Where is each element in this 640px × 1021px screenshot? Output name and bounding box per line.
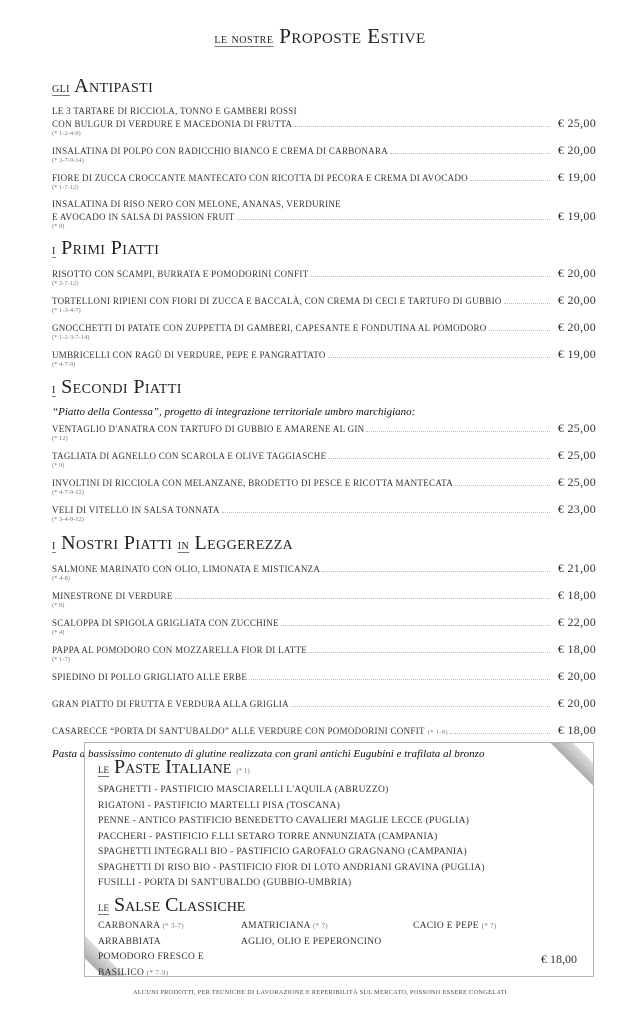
allergens: (* 1) — [236, 767, 250, 775]
section-heading — [98, 755, 485, 783]
salse-classiche-section — [98, 893, 578, 977]
menu-item — [52, 616, 596, 637]
allergens: (* 1-2-4-9) — [52, 130, 81, 137]
dotted-leader — [311, 276, 551, 277]
item-price: € 21,00 — [557, 561, 596, 575]
sauce-item — [241, 935, 413, 951]
item-price: € 20,00 — [557, 669, 596, 683]
item-name: TAGLIATA DI AGNELLO CON SCAROLA E OLIVE TAGGIASCHE — [52, 451, 327, 461]
menu-item — [52, 449, 596, 470]
dotted-leader — [309, 652, 550, 653]
sauce-item — [98, 950, 241, 977]
item-price: € 20,00 — [557, 320, 596, 334]
item-row — [52, 348, 596, 361]
item-price: € 19,00 — [557, 209, 596, 223]
item-name-line: LE 3 TARTARE DI RICCIOLA, TONNO E GAMBERI ROSSI — [52, 106, 297, 116]
item-name: PAPPA AL POMODORO CON MOZZARELLA FIOR DI LATTE — [52, 645, 308, 655]
allergens: (* 1-2-3-7-14) — [52, 334, 90, 341]
item-price: € 22,00 — [557, 615, 596, 629]
section-heading — [52, 375, 596, 402]
allergens: (* 7) — [312, 922, 328, 930]
item-name: VENTAGLIO D'ANATRA CON TARTUFO DI GUBBIO E AMARENE AL GIN — [52, 424, 365, 434]
sauce-item — [98, 919, 241, 935]
item-price: € 23,00 — [557, 502, 596, 516]
item-price: € 25,00 — [557, 421, 596, 435]
heading-title: Leggerezza — [194, 532, 294, 554]
item-row — [52, 562, 596, 575]
heading-prefix: le — [98, 761, 109, 776]
menu-item — [52, 105, 596, 138]
allergens: (* 7) — [481, 922, 497, 930]
dotted-leader — [281, 625, 550, 626]
menu-item — [52, 422, 596, 443]
menu-section — [52, 375, 596, 530]
sauce-name: ARRABBIATA — [98, 936, 161, 947]
sauce-item — [98, 935, 241, 951]
allergens: (* 4) — [52, 629, 65, 636]
section-heading — [98, 893, 578, 919]
item-row — [52, 724, 596, 739]
item-name: CASARECCE “PORTA DI SANT'UBALDO” ALLE VERDURE CON POMODORINI CONFIT — [52, 726, 425, 736]
footer-note: ALCUNI PRODOTTI, PER TECNICHE DI LAVORAZIONE E REPERIBILITÀ SUL MERCATO, POSSONO ESSERE CONGELATI — [132, 989, 508, 996]
dotted-leader — [322, 571, 550, 572]
pasta-item: PACCHERI - PASTIFICIO F.LLI SETARO TORRE ANNUNZIATA (CAMPANIA) — [98, 831, 438, 842]
item-price: € 20,00 — [557, 696, 596, 710]
dotted-leader — [328, 357, 550, 358]
allergens: (* 3-7) — [162, 922, 184, 930]
menu-item — [52, 294, 596, 315]
dotted-leader — [328, 458, 550, 459]
allergens: (* 2-7-12) — [52, 280, 79, 287]
paste-italiane-section — [98, 755, 485, 892]
section-note: “Piatto della Contessa”, progetto di integrazione territoriale umbro marchigiano: — [52, 406, 416, 418]
heading-title: Antipasti — [74, 75, 154, 97]
dotted-leader — [237, 219, 550, 220]
item-row — [52, 670, 596, 683]
item-name: UMBRICELLI CON RAGÙ DI VERDURE, PEPE E PANGRATTATO — [52, 350, 326, 360]
allergens: (* 4-8) — [52, 575, 70, 582]
pasta-item: RIGATONI - PASTIFICIO MARTELLI PISA (TOSCANA) — [98, 800, 341, 811]
allergens: (* 12) — [52, 435, 68, 442]
dotted-leader — [455, 485, 550, 486]
heading-prefix: i — [52, 243, 56, 258]
dotted-leader — [470, 180, 550, 181]
heading-title: Primi Piatti — [61, 237, 160, 259]
menu-item — [52, 144, 596, 165]
ribbon-corner-decoration — [546, 742, 594, 787]
allergens: (* 1-9) — [427, 729, 448, 736]
sauce-name: CARBONARA — [98, 921, 160, 931]
item-name: INVOLTINI DI RICCIOLA CON MELANZANE, BRODETTO DI PESCE E RICOTTA MANTECATA — [52, 478, 453, 488]
item-name: TORTELLONI RIPIENI CON FIORI DI ZUCCA E BACCALÀ, CON CREMA DI CECI E TARTUFO DI GUBBIO — [52, 296, 502, 306]
item-price: € 18,00 — [557, 723, 596, 737]
item-name: FIORE DI ZUCCA CROCCANTE MANTECATO CON RICOTTA DI PECORA E CREMA DI AVOCADO — [52, 173, 468, 183]
item-row — [52, 643, 596, 656]
allergens: (* 1-3-4-7) — [52, 307, 81, 314]
item-price: € 25,00 — [557, 475, 596, 489]
heading-title: Nostri Piatti — [61, 532, 173, 554]
allergens: (* 4-7-9) — [52, 361, 76, 368]
allergens: (* 1-7) — [52, 656, 70, 663]
heading-title: Paste Italiane — [114, 756, 232, 778]
item-row — [52, 503, 596, 516]
item-name: MINESTRONE DI VERDURE — [52, 591, 173, 601]
item-price: € 25,00 — [557, 448, 596, 462]
sauce-item — [241, 919, 413, 935]
item-row — [52, 449, 596, 462]
section-heading — [52, 531, 596, 558]
menu-section — [52, 531, 596, 764]
menu-item — [52, 476, 596, 497]
menu-item — [52, 697, 596, 710]
dotted-leader — [489, 330, 550, 331]
menu-item — [52, 267, 596, 288]
heading-prefix: gli — [52, 81, 70, 96]
section-heading — [52, 74, 596, 101]
allergens: (* 3-4-9-12) — [52, 516, 84, 523]
sauce-name: POMODORO FRESCO E BASILICO — [98, 952, 204, 977]
item-price: € 18,00 — [557, 588, 596, 602]
title-prefix: le nostre — [214, 32, 274, 47]
sauce-name: CACIO E PEPE — [413, 921, 479, 931]
heading-title: Salse Classiche — [114, 894, 246, 916]
pasta-item: SPAGHETTI DI RISO BIO - PASTIFICIO FIOR DI LOTO ANDRIANI GRAVINA (PUGLIA) — [98, 862, 485, 873]
menu-item — [52, 198, 596, 231]
item-name-line: INSALATINA DI RISO NERO CON MELONE, ANANAS, VERDURINE — [52, 199, 341, 209]
item-name: SCALOPPA DI SPIGOLA GRIGLIATA CON ZUCCHINE — [52, 618, 279, 628]
pasta-box — [84, 742, 594, 977]
page-title — [0, 24, 640, 49]
item-price: € 20,00 — [557, 266, 596, 280]
item-name: SALMONE MARINATO CON OLIO, LIMONATA E MISTICANZA — [52, 564, 321, 574]
menu-item — [52, 643, 596, 664]
heading-prefix: i — [52, 538, 56, 553]
dotted-leader — [366, 431, 550, 432]
menu-item — [52, 321, 596, 342]
item-name: GNOCCHETTI DI PATATE CON ZUPPETTA DI GAMBERI, CAPESANTE E FONDUTINA AL POMODORO — [52, 323, 487, 333]
item-row — [52, 117, 596, 130]
item-name: INSALATINA DI POLPO CON RADICCHIO BIANCO E CREMA DI CARBONARA — [52, 146, 389, 156]
box-price: € 18,00 — [541, 952, 577, 966]
item-row — [52, 321, 596, 334]
sauce-item — [413, 935, 553, 951]
item-name: SPIEDINO DI POLLO GRIGLIATO ALLE ERBE — [52, 672, 248, 682]
section-heading — [52, 236, 596, 263]
heading-prefix: in — [177, 538, 190, 553]
item-name: GRAN PIATTO DI FRUTTA E VERDURA ALLA GRIGLIA — [52, 699, 289, 709]
item-price: € 19,00 — [557, 170, 596, 184]
menu-item — [52, 348, 596, 369]
heading-title: Secondi Piatti — [61, 376, 182, 398]
heading-prefix: le — [98, 899, 109, 914]
item-price: € 19,00 — [557, 347, 596, 361]
sauce-name: AMATRICIANA — [241, 921, 311, 931]
allergens: (* 9) — [52, 462, 65, 469]
item-name: VELI DI VITELLO IN SALSA TONNATA — [52, 505, 220, 515]
dotted-leader — [222, 512, 550, 513]
item-row — [52, 267, 596, 280]
item-row — [52, 294, 596, 307]
item-row — [52, 616, 596, 629]
dotted-leader — [249, 679, 550, 680]
heading-prefix: i — [52, 382, 56, 397]
item-row — [52, 210, 596, 223]
title-main: Proposte Estive — [279, 24, 426, 48]
item-row — [52, 697, 596, 710]
dotted-leader — [450, 733, 550, 734]
dotted-leader — [390, 153, 550, 154]
menu-item — [52, 670, 596, 683]
item-name: RISOTTO CON SCAMPI, BURRATA E POMODORINI CONFIT — [52, 269, 309, 279]
allergens: (* 7-9) — [146, 968, 169, 977]
menu-item — [52, 589, 596, 610]
pasta-item: SPAGHETTI INTEGRALI BIO - PASTIFICIO GAROFALO GRAGNANO (CAMPANIA) — [98, 847, 467, 857]
allergens: (* 9) — [52, 602, 65, 609]
sauce-item — [413, 919, 553, 935]
dotted-leader — [294, 126, 550, 127]
dotted-leader — [175, 598, 550, 599]
pasta-item: PENNE - ANTICO PASTIFICIO BENEDETTO CAVALIERI MAGLIE LECCE (PUGLIA) — [98, 816, 470, 826]
dotted-leader — [504, 303, 550, 304]
allergens: (* 3-7-9-14) — [52, 157, 84, 164]
allergens: (* 4-7-9-12) — [52, 489, 84, 496]
item-price: € 18,00 — [557, 642, 596, 656]
item-name: E AVOCADO IN SALSA DI PASSION FRUIT — [52, 212, 235, 222]
item-row — [52, 171, 596, 184]
item-price: € 20,00 — [557, 293, 596, 307]
item-row — [52, 589, 596, 602]
item-price: € 20,00 — [557, 143, 596, 157]
item-name: CON BULGUR DI VERDURE E MACEDONIA DI FRUTTA — [52, 119, 293, 129]
menu-section — [52, 74, 596, 237]
section-footnote: Pasta a bassissimo contenuto di glutine realizzata con grani antichi Eugubini e trafilata al bronzo — [52, 748, 485, 760]
item-row — [52, 422, 596, 435]
allergens: (* 1-7-12) — [52, 184, 79, 191]
pasta-item: FUSILLI - PORTA DI SANT'UBALDO (GUBBIO-UMBRIA) — [98, 878, 352, 888]
pasta-item: SPAGHETTI - PASTIFICIO MASCIARELLI L'AQUILA (ABRUZZO) — [98, 785, 389, 795]
menu-item — [52, 171, 596, 192]
item-row — [52, 476, 596, 489]
item-price: € 25,00 — [557, 116, 596, 130]
menu-item — [52, 724, 596, 739]
dotted-leader — [291, 706, 550, 707]
menu-section — [52, 236, 596, 375]
menu-item — [52, 503, 596, 524]
item-row — [52, 144, 596, 157]
allergens: (* 9) — [52, 223, 65, 230]
sauce-name: AGLIO, OLIO E PEPERONCINO — [241, 936, 382, 947]
menu-item — [52, 562, 596, 583]
